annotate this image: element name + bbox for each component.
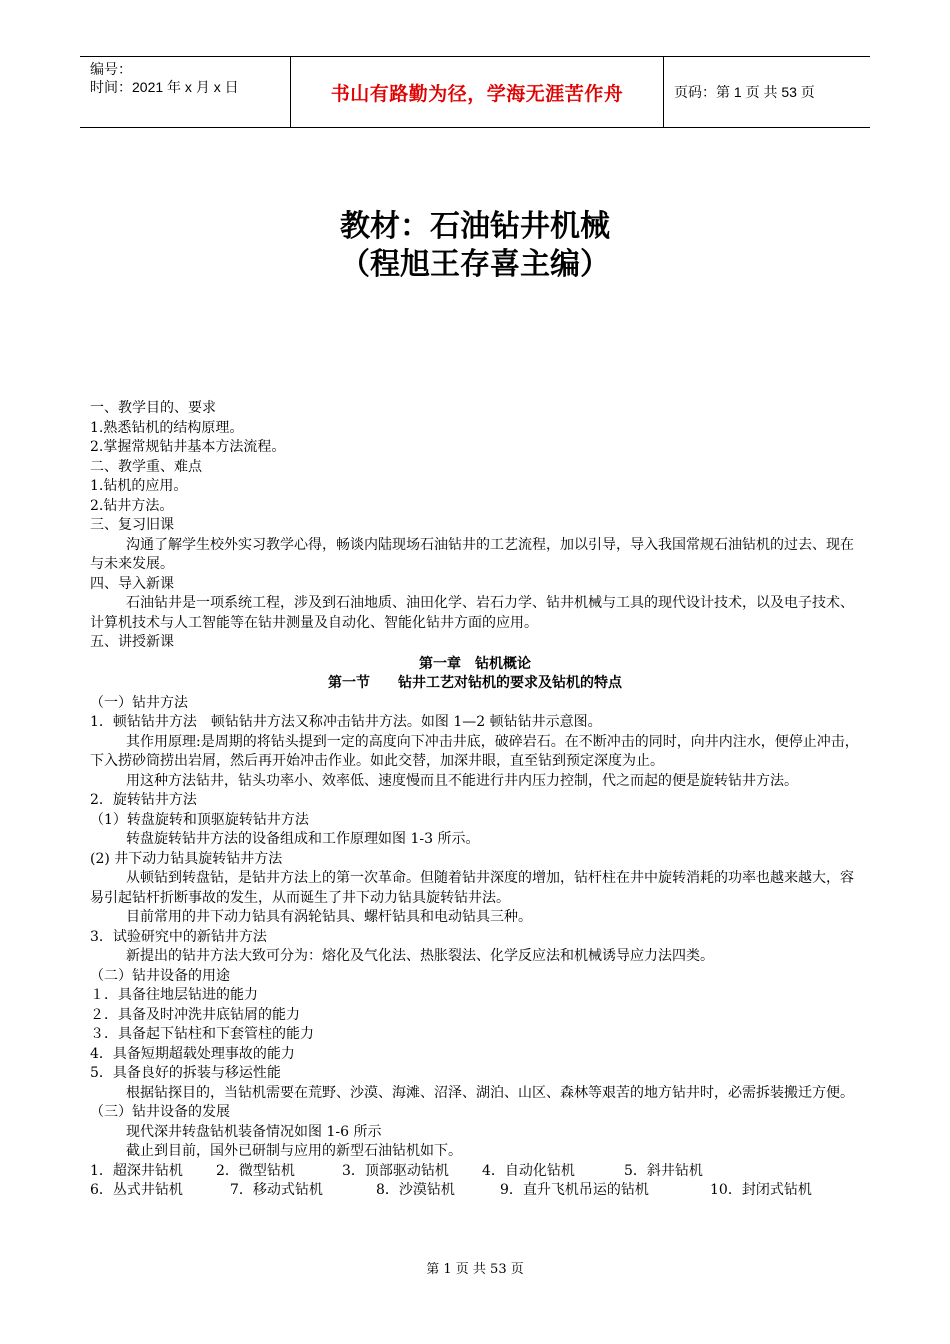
rig-list-row <box>90 1181 860 1201</box>
list-item: 2.掌握常规钻井基本方法流程。 <box>90 439 286 455</box>
list-item: 6．丛式井钻机 <box>90 1182 183 1198</box>
section-heading: 五、讲授新课 <box>90 634 174 650</box>
paragraph: 截止到目前，国外已研制与应用的新型石油钻机如下。 <box>126 1143 462 1159</box>
paragraph: 其作用原理:是周期的将钻头提到一定的高度向下冲击井底，破碎岩石。在不断冲击的同时，向井内注水，便停止冲击，下入捞砂筒捞出岩屑，然后再开始冲击作业。如此交替，加深井眼，直至钻到预定深度为止。 <box>90 733 859 769</box>
list-item: 2.钻井方法。 <box>90 497 174 514</box>
paragraph: 从顿钻到转盘钻，是钻井方法上的第一次革命。但随着钻井深度的增加，钻杆柱在井中旋转消耗的功率也越来越大，容易引起钻杆折断事故的发生，从而诞生了井下动力钻具旋转钻井法。 <box>90 870 854 906</box>
section-title: 第一节 钻井工艺对钻机的要求及钻机的特点 <box>328 675 622 691</box>
paragraph: 用这种方法钻井，钻头功率小、效率低、速度慢而且不能进行井内压力控制，代之而起的便是旋转钻井方法。 <box>126 772 798 789</box>
page-footer: 第 1 页 共 53 页 <box>426 1262 524 1277</box>
time-label: 时间：2021 年 x 月 x 日 <box>90 79 239 95</box>
list-item: １．具备往地层钻进的能力 <box>90 987 258 1003</box>
paragraph: 转盘旋转钻井方法的设备组成和工作原理如图 1-3 所示。 <box>126 831 480 847</box>
paragraph: 石油钻井是一项系统工程，涉及到石油地质、油田化学、岩石力学、钻井机械与工具的现代设计技术，以及电子技术、计算机技术与人工智能等在钻井测量及自动化、智能化钻井方面的应用。 <box>90 595 854 631</box>
list-item: 1.钻机的应用。 <box>90 478 188 494</box>
list-item: 9．直升飞机吊运的钻机 <box>500 1182 649 1198</box>
paragraph: 1．顿钻钻井方法 顿钻钻井方法又称冲击钻井方法。如图 1—2 顿钻钻井示意图。 <box>90 714 602 730</box>
header-page-label: 页码：第 1 页 共 53 页 <box>674 84 815 100</box>
number-label: 编号： <box>90 61 132 77</box>
document-body <box>90 399 860 1201</box>
subsection-heading: （一）钻井方法 <box>90 694 188 711</box>
section-heading: 四、导入新课 <box>90 575 174 592</box>
list-item: 5．具备良好的拆装与移运性能 <box>90 1065 281 1081</box>
paragraph: 根据钻探目的，当钻机需要在荒野、沙漠、海滩、沼泽、湖泊、山区、森林等艰苦的地方钻井时，必需拆装搬迁方便。 <box>126 1084 854 1101</box>
subsection-heading: （三）钻井设备的发展 <box>90 1104 230 1120</box>
paragraph: （1）转盘旋转和顶驱旋转钻井方法 <box>90 811 309 828</box>
paragraph: 新提出的钻井方法大致可分为：熔化及气化法、热胀裂法、化学反应法和机械诱导应力法四类。 <box>126 948 714 964</box>
list-item: 4．具备短期超载处理事故的能力 <box>90 1045 295 1062</box>
section-heading: 一、教学目的、要求 <box>90 400 216 416</box>
header-meta <box>80 57 291 127</box>
list-item: ２．具备及时冲洗井底钻屑的能力 <box>90 1006 300 1023</box>
paragraph: 沟通了解学生校外实习教学心得，畅谈内陆现场石油钻井的工艺流程，加以引导，导入我国常规石油钻机的过去、现在与未来发展。 <box>90 536 854 572</box>
page-header <box>80 56 870 128</box>
header-motto: 书山有路勤为径，学海无涯苦作舟 <box>291 57 664 127</box>
document-title: 教材：石油钻井机械 <box>340 209 610 244</box>
list-item: 2．微型钻机 <box>216 1162 295 1179</box>
list-item: 3．顶部驱动钻机 <box>342 1162 449 1179</box>
section-heading: 三、复习旧课 <box>90 517 174 533</box>
rig-list-row <box>90 1162 860 1182</box>
list-item: 7．移动式钻机 <box>230 1182 323 1198</box>
list-item: 5．斜井钻机 <box>624 1162 703 1179</box>
section-heading: 二、教学重、难点 <box>90 458 202 475</box>
subsection-heading: （二）钻井设备的用途 <box>90 967 230 984</box>
list-item: 4．自动化钻机 <box>482 1162 575 1179</box>
list-item: 1．超深井钻机 <box>90 1162 183 1179</box>
list-item: 10．封闭式钻机 <box>710 1182 812 1198</box>
list-item: ３．具备起下钻柱和下套管柱的能力 <box>90 1026 314 1042</box>
paragraph: 目前常用的井下动力钻具有涡轮钻具、螺杆钻具和电动钻具三种。 <box>126 909 532 925</box>
list-item: 8．沙漠钻机 <box>376 1182 455 1198</box>
paragraph: 2．旋转钻井方法 <box>90 792 197 808</box>
paragraph: 3．试验研究中的新钻井方法 <box>90 928 267 945</box>
document-subtitle: （程旭王存喜主编） <box>340 247 610 282</box>
list-item: 1.熟悉钻机的结构原理。 <box>90 419 244 436</box>
paragraph: (2) 井下动力钻具旋转钻井方法 <box>90 850 283 867</box>
paragraph: 现代深井转盘钻机装备情况如图 1-6 所示 <box>126 1123 382 1140</box>
chapter-title: 第一章 钻机概论 <box>419 655 531 672</box>
